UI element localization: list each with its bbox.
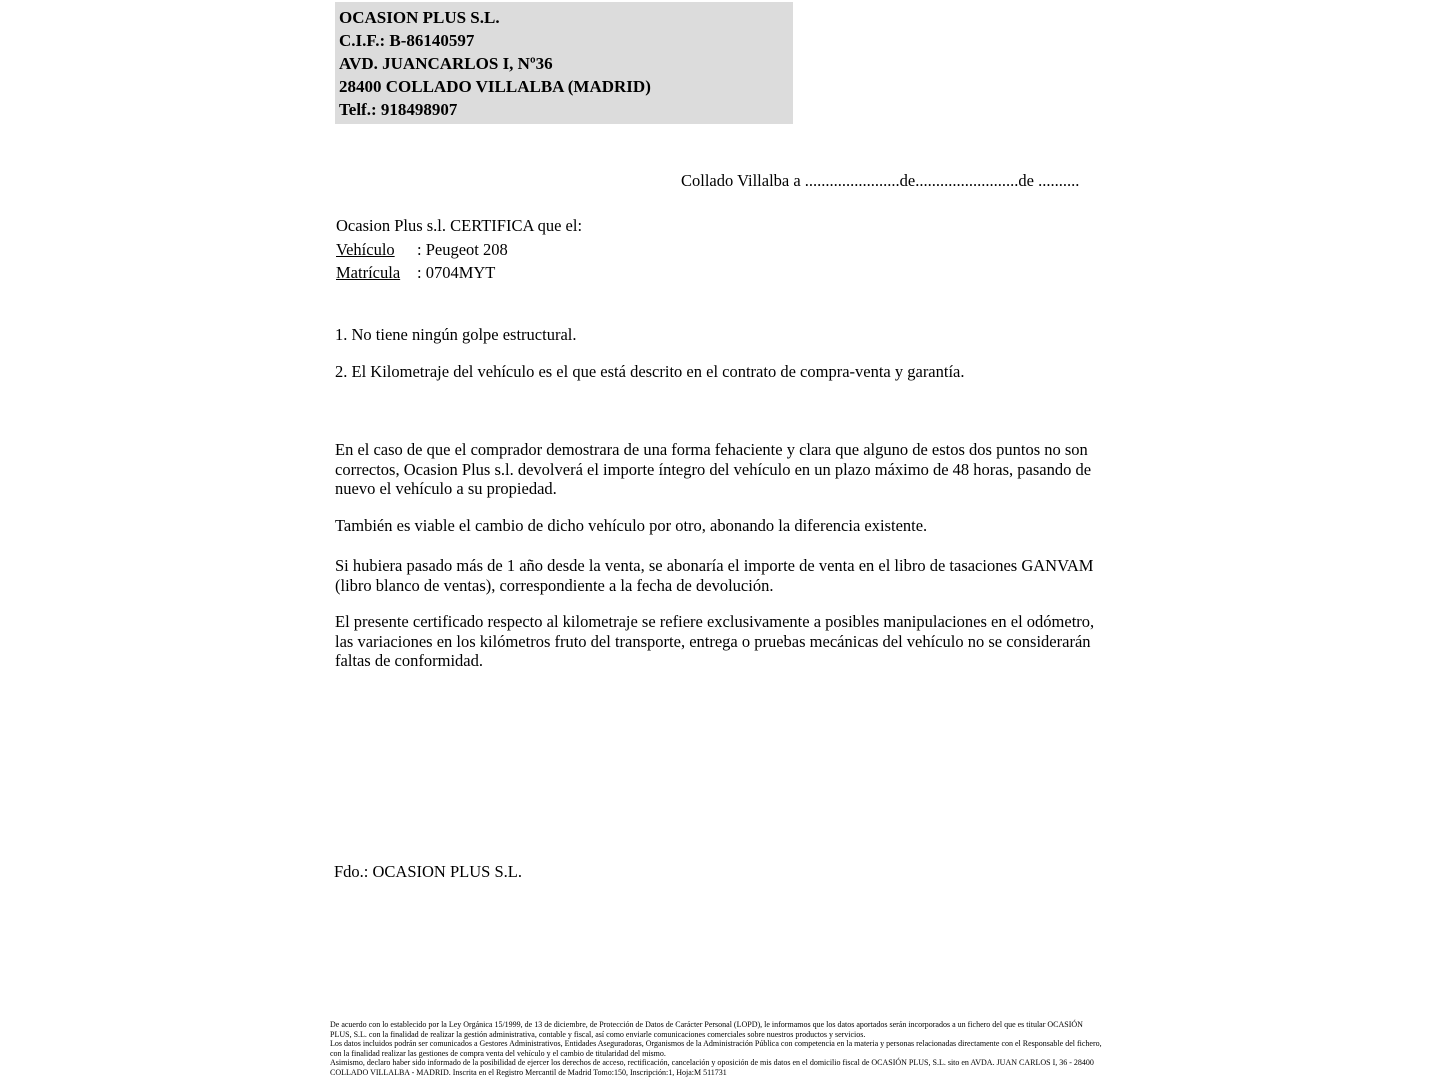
company-address: AVD. JUANCARLOS I, Nº36 (339, 54, 553, 73)
paragraph-odometer: El presente certificado respecto al kilometraje se refiere exclusivamente a posibles manipulaciones en el odómetro, las variaciones en los kilómetros fruto del transporte, entrega o pruebas mecánicas del vehículo no se considerarán faltas de conformidad. (335, 612, 1095, 670)
plate-value: : 0704MYT (417, 263, 496, 282)
company-cif: C.I.F.: B-86140597 (339, 31, 475, 50)
company-header-block (335, 2, 793, 124)
plate-label-wrap (336, 263, 417, 283)
date-line: Collado Villalba a .......................de.........................de .......... (681, 171, 1080, 190)
company-city: 28400 COLLADO VILLALBA (MADRID) (339, 77, 651, 96)
vehicle-label: Vehículo (336, 240, 395, 259)
certifies-line: Ocasion Plus s.l. CERTIFICA que el: (336, 216, 583, 235)
point-2: 2. El Kilometraje del vehículo es el que está descrito en el contrato de compra-venta y garantía. (335, 362, 965, 381)
company-phone: Telf.: 918498907 (339, 100, 458, 119)
plate-label: Matrícula (336, 263, 401, 282)
vehicle-label-wrap (336, 240, 417, 260)
vehicle-value: : Peugeot 208 (417, 240, 508, 259)
paragraph-exchange: También es viable el cambio de dicho vehículo por otro, abonando la diferencia existente. (335, 516, 928, 535)
legal-paragraph-lopd: De acuerdo con lo establecido por la Ley Orgánica 15/1999, de 13 de diciembre, de Protección de Datos de Carácter Personal (LOPD), le informamos que los datos aportados serán incorporados a un fichero del que es titular OCASIÓN PLUS, S.L. con la finalidad de realizar la gestión administrativa, contable y fiscal, así como enviarle comunicaciones comerciales sobre nuestros productos y servicios. (330, 1020, 1083, 1039)
point-1: 1. No tiene ningún golpe estructural. (335, 325, 577, 344)
legal-paragraph-rights: Asimismo, declaro haber sido informado de la posibilidad de ejercer los derechos de acceso, rectificación, cancelación y oposición de mis datos en el domicilio fiscal de OCASIÓN PLUS, S.L. sito en AVDA. JUAN CARLOS I, 36 - 28400 COLLADO VILLALBA - MADRID. Inscrita en el Registro Mercantil de Madrid Tomo:150, Inscripción:1, Hoja:M 511731 (330, 1058, 1094, 1077)
company-name: OCASION PLUS S.L. (339, 8, 500, 27)
plate-line (336, 263, 495, 283)
vehicle-line (336, 240, 508, 260)
legal-paragraph-data-sharing: Los datos incluidos podrán ser comunicados a Gestores Administrativos, Entidades Aseguradoras, Organismos de la Administración Pública con competencia en la materia y personas relacionadas directamente con el Responsable del fichero, con la finalidad realizar las gestiones de compra venta del vehículo y el cambio de titularidad del mismo. (330, 1039, 1102, 1058)
paragraph-ganvam: Si hubiera pasado más de 1 año desde la venta, se abonaría el importe de venta en el libro de tasaciones GANVAM (libro blanco de ventas), correspondiente a la fecha de devolución. (335, 556, 1094, 595)
signature-line: Fdo.: OCASION PLUS S.L. (334, 862, 522, 881)
paragraph-refund: En el caso de que el comprador demostrara de una forma fehaciente y clara que alguno de estos dos puntos no son correctos, Ocasion Plus s.l. devolverá el importe íntegro del vehículo en un plazo máximo de 48 horas, pasando de nuevo el vehículo a su propiedad. (335, 440, 1092, 498)
legal-footer (330, 1020, 1102, 1078)
